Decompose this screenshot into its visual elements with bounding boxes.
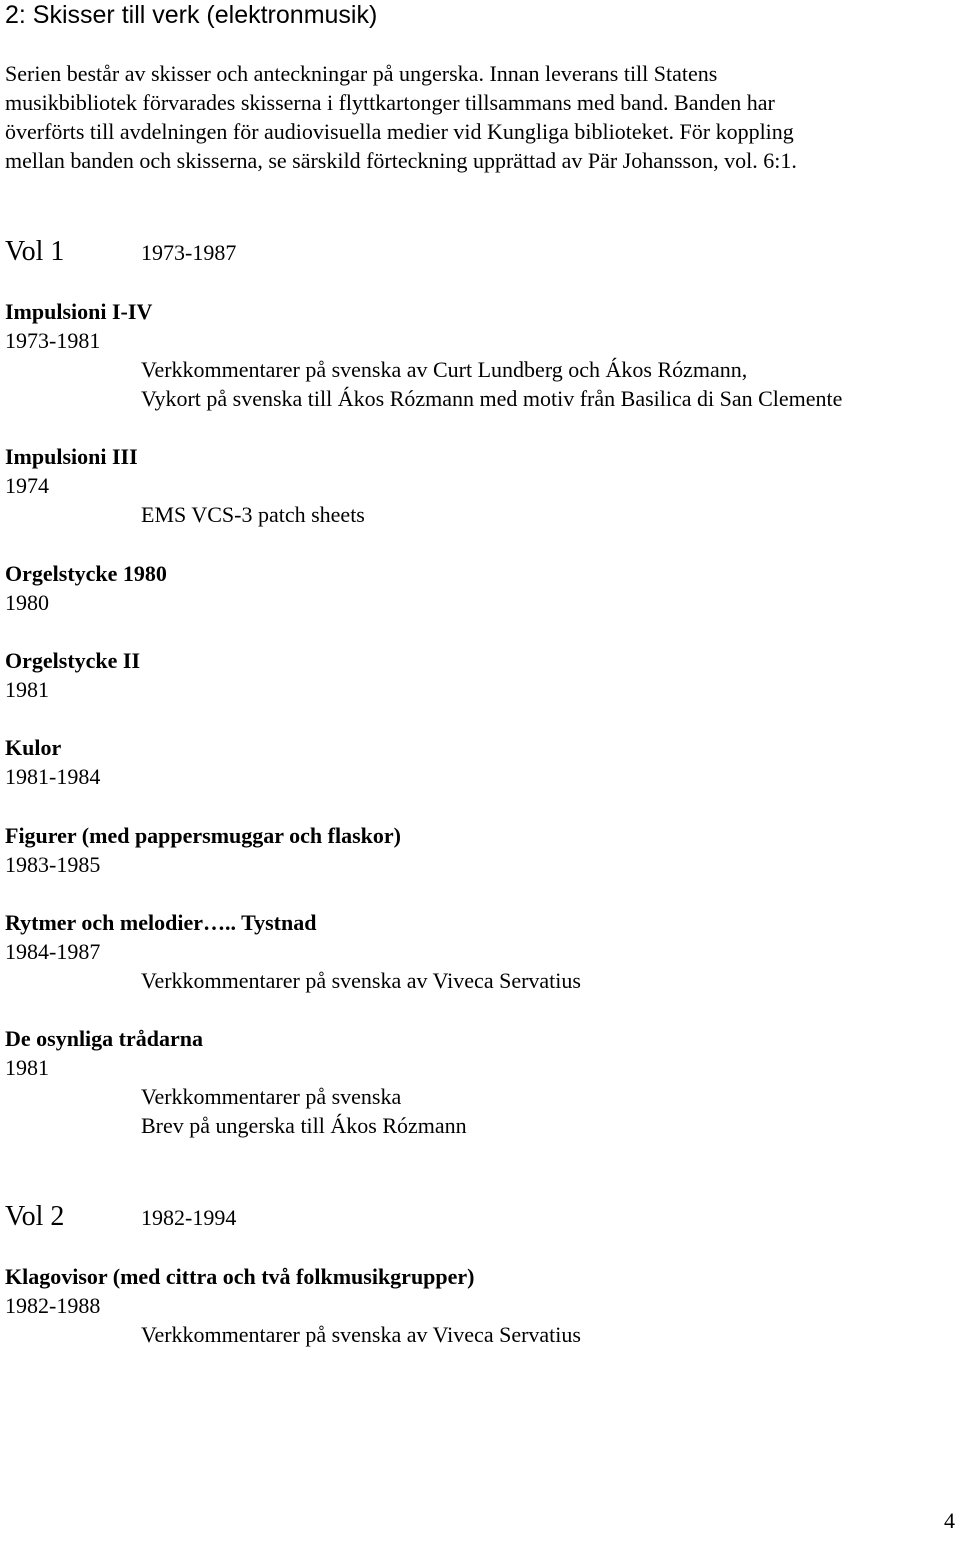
page-heading: 2: Skisser till verk (elektronmusik): [5, 1, 378, 29]
work-note: Vykort på svenska till Ákos Rózmann med motiv från Basilica di San Clemente: [141, 386, 843, 411]
work-years: 1981: [5, 1055, 49, 1080]
work-years: 1974: [5, 473, 49, 498]
work-note: Verkkommentarer på svenska av Curt Lundberg och Ákos Rózmann,: [141, 357, 748, 382]
work-years: 1980: [5, 590, 49, 615]
work-title: Impulsioni III: [5, 444, 138, 469]
volume-years: 1982-1994: [141, 1205, 237, 1230]
work-title: Klagovisor (med cittra och två folkmusikgrupper): [5, 1264, 475, 1289]
work-years: 1981-1984: [5, 764, 101, 789]
intro-line: Serien består av skisser och anteckningar på ungerska. Innan leverans till Statens: [5, 61, 718, 86]
intro-line: mellan banden och skisserna, se särskild förteckning upprättad av Pär Johansson, vol. 6:1.: [5, 148, 797, 173]
intro-line: överförts till avdelningen för audiovisuella medier vid Kungliga biblioteket. För koppling: [5, 119, 794, 144]
work-note: Verkkommentarer på svenska av Viveca Servatius: [141, 1322, 581, 1347]
work-title: Rytmer och melodier….. Tystnad: [5, 910, 317, 935]
volume-label: Vol 1: [5, 236, 65, 267]
intro-line: musikbibliotek förvarades skisserna i flyttkartonger tillsammans med band. Banden har: [5, 90, 775, 115]
work-note: EMS VCS-3 patch sheets: [141, 502, 365, 527]
work-years: 1983-1985: [5, 852, 101, 877]
work-note: Brev på ungerska till Ákos Rózmann: [141, 1113, 467, 1138]
volume-label: Vol 2: [5, 1201, 65, 1232]
work-note: Verkkommentarer på svenska: [141, 1084, 402, 1109]
work-years: 1973-1981: [5, 328, 101, 353]
work-title: Orgelstycke II: [5, 648, 141, 673]
work-years: 1982-1988: [5, 1293, 101, 1318]
work-years: 1984-1987: [5, 939, 101, 964]
volume-years: 1973-1987: [141, 240, 237, 265]
page-number: 4: [944, 1508, 955, 1533]
work-years: 1981: [5, 677, 49, 702]
work-note: Verkkommentarer på svenska av Viveca Servatius: [141, 968, 581, 993]
work-title: Orgelstycke 1980: [5, 561, 167, 586]
work-title: Impulsioni I-IV: [5, 299, 153, 324]
work-title: Figurer (med pappersmuggar och flaskor): [5, 823, 401, 848]
work-title: De osynliga trådarna: [5, 1026, 203, 1051]
work-title: Kulor: [5, 735, 62, 760]
